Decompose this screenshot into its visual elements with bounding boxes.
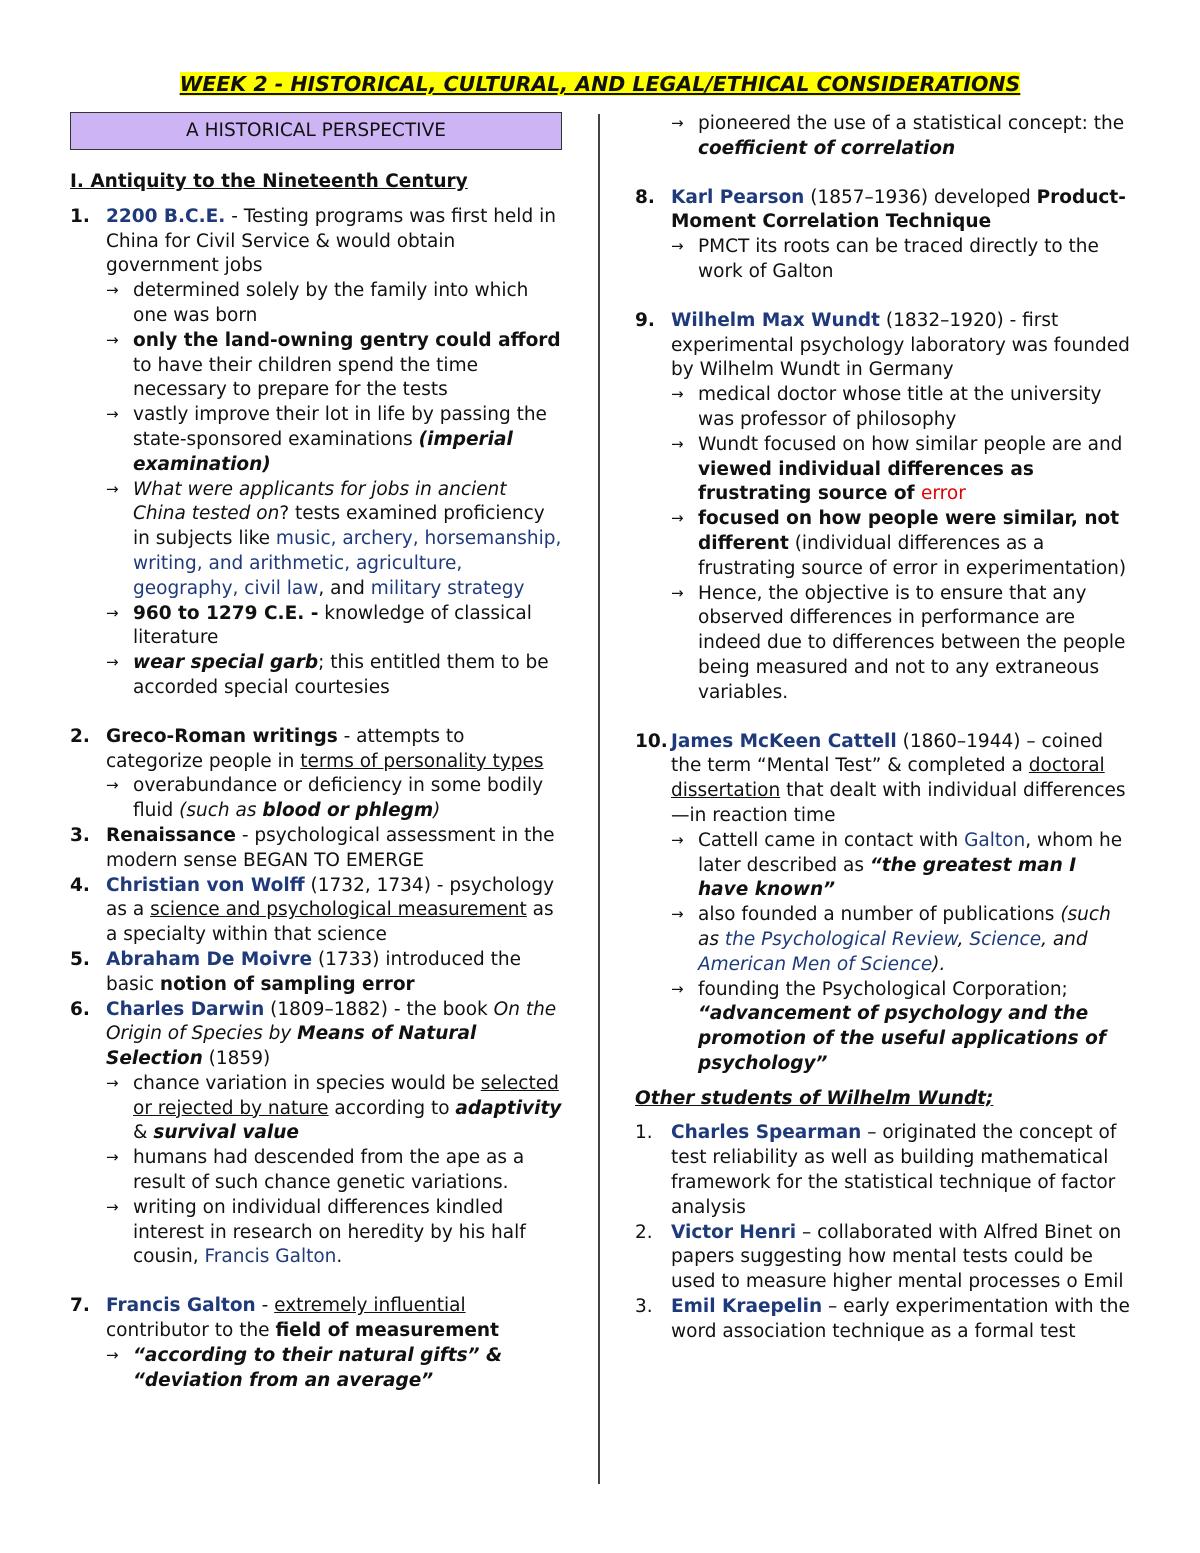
list-item: 8. Karl Pearson (1857–1936) developed Product-Moment Correlation Technique → PMCT its roots can be traced directly to the work of Galton (635, 186, 1130, 285)
right-column (635, 112, 1130, 1345)
students-heading: Other students of Wilhelm Wundt; (635, 1087, 994, 1109)
sub-item: → “according to their natural gifts” & “deviation from an average” (106, 1344, 562, 1394)
sub-item: → only the land-owning gentry could afford to have their children spend the time necessary to prepare for the tests (106, 329, 562, 403)
sub-item: → 960 to 1279 C.E. - knowledge of classical literature (106, 602, 562, 652)
sub-item: → founding the Psychological Corporation; “advancement of psychology and the promotion of the useful applications of psychology” (671, 978, 1130, 1077)
list-item: 6. Charles Darwin (1809–1882) - the book On the Origin of Species by Means of Natural Selection (1859) → chance variation in species would be selected or rejected by nature according to adaptivity & survival value → humans had descended from the ape as a result of such chance genetic variations. → writing on individual differences kindled interest in research on heredity by his half cousin, Francis Galton. (70, 998, 562, 1271)
left-column (70, 112, 562, 1393)
sub-item: → writing on individual differences kindled interest in research on heredity by his half cousin, Francis Galton. (106, 1196, 562, 1270)
list-item: 9. Wilhelm Max Wundt (1832–1920) - first experimental psychology laboratory was founded by Wilhelm Wundt in Germany → medical doctor whose title at the university was professor of philosophy → Wundt focused on how similar people are and viewed individual differences as frustrating source of error → focused on how people were similar, not different (individual differences as a frustrating source of error in experimentation) → Hence, the objective is to ensure that any observed differences in performance are indeed due to differences between the people being measured and not to any extraneous variables. (635, 309, 1130, 706)
sub-item: → also founded a number of publications (such as the Psychological Review, Science, and American Men of Science). (671, 903, 1130, 977)
list-item: 10. James McKeen Cattell (1860–1944) – coined the term “Mental Test” & completed a doctoral dissertation that dealt with individual differences—in reaction time → Cattell came in contact with Galton, whom he later described as “the greatest man I have known” → also founded a number of publications (such as the Psychological Review, Science, and American Men of Science). → founding the Psychological Corporation; “advancement of psychology and the promotion of the useful applications of psychology” (635, 730, 1130, 1077)
sub-item: → vastly improve their lot in life by passing the state-sponsored examinations (imperial examination) (106, 403, 562, 477)
list-item-continued (635, 112, 1130, 162)
page-title: WEEK 2 - HISTORICAL, CULTURAL, AND LEGAL/ETHICAL CONSIDERATIONS (179, 72, 1021, 96)
sub-item: → determined solely by the family into which one was born (106, 279, 562, 329)
list-item: 1. 2200 B.C.E. - Testing programs was first held in China for Civil Service & would obtain government jobs → determined solely by the family into which one was born → only the land-owning gentry could afford to have their children spend the time necessary to prepare for the tests → vastly improve their lot in life by passing the state-sponsored examinations (imperial examination) → What were applicants for jobs in ancient China tested on? tests examined proficiency in subjects like music, archery, horsemanship, writing, and arithmetic, agriculture, geography, civil law, and military strategy → 960 to 1279 C.E. - knowledge of classical literature → wear special garb; this entitled them to be accorded special courtesies (70, 205, 562, 701)
column-divider (598, 114, 600, 1484)
sub-item: → pioneered the use of a statistical concept: the coefficient of correlation (671, 112, 1130, 162)
sub-item: → Wundt focused on how similar people are and viewed individual differences as frustrating source of error (671, 433, 1130, 507)
part-heading: I. Antiquity to the Nineteenth Century (70, 171, 468, 192)
sub-item: → overabundance or deficiency in some bodily fluid (such as blood or phlegm) (106, 774, 562, 824)
list-item: 1. Charles Spearman – originated the concept of test reliability as well as building mathematical framework for the statistical technique of factor analysis (635, 1122, 1117, 1218)
sub-item: → Hence, the objective is to ensure that any observed differences in performance are indeed due to differences between the people being measured and not to any extraneous variables. (671, 582, 1130, 706)
list-item: 2. Victor Henri – collaborated with Alfred Binet on papers suggesting how mental tests could be used to measure higher mental processes o Emil (635, 1221, 1124, 1293)
sub-item: → What were applicants for jobs in ancient China tested on? tests examined proficiency in subjects like music, archery, horsemanship, writing, and arithmetic, agriculture, geography, civil law, and military strategy (106, 478, 562, 602)
list-item: 7. Francis Galton - extremely influential contributor to the field of measurement → “according to their natural gifts” & “deviation from an average” (70, 1294, 562, 1393)
list-item: 5. Abraham De Moivre (1733) introduced the basic notion of sampling error (70, 948, 521, 995)
sub-item: → medical doctor whose title at the university was professor of philosophy (671, 383, 1130, 433)
sub-item: → focused on how people were similar, not different (individual differences as a frustrating source of error in experimentation) (671, 507, 1130, 581)
list-item: 2. Greco-Roman writings - attempts to categorize people in terms of personality types → overabundance or deficiency in some bodily fluid (such as blood or phlegm) (70, 725, 562, 824)
sub-item: → chance variation in species would be selected or rejected by nature according to adaptivity & survival value (106, 1072, 562, 1146)
list-item: 4. Christian von Wolff (1732, 1734) - psychology as a science and psychological measurement as a specialty within that science (70, 874, 555, 946)
list-item: 3. Emil Kraepelin – early experimentation with the word association technique as a formal test (635, 1296, 1130, 1342)
section-header-box: A HISTORICAL PERSPECTIVE (70, 112, 562, 150)
sub-item: → wear special garb; this entitled them to be accorded special courtesies (106, 651, 562, 701)
sub-item: → Cattell came in contact with Galton, whom he later described as “the greatest man I have known” (671, 829, 1130, 903)
sub-item: → humans had descended from the ape as a result of such chance genetic variations. (106, 1146, 562, 1196)
list-item: 3. Renaissance - psychological assessment in the modern sense BEGAN TO EMERGE (70, 824, 555, 871)
sub-item: → PMCT its roots can be traced directly to the work of Galton (671, 235, 1130, 285)
